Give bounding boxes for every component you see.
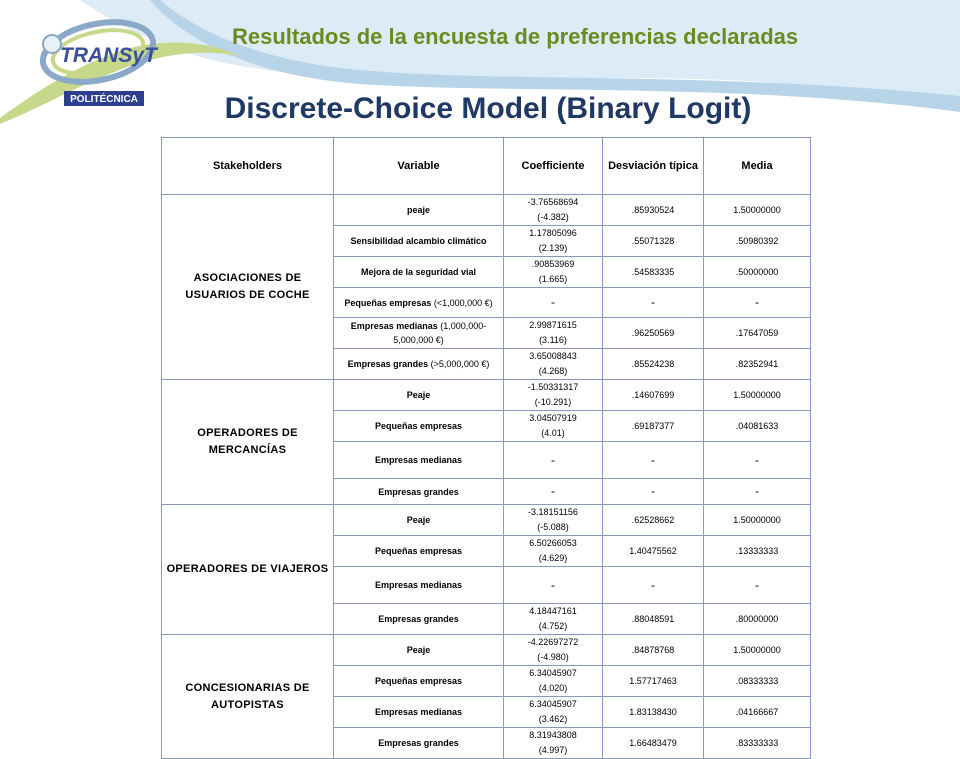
variable-cell: [334, 479, 504, 505]
table-row: [162, 380, 811, 411]
coefficient-value: -: [551, 295, 555, 309]
coefficient-value: -: [551, 484, 555, 498]
std-dev-cell: .14607699: [603, 380, 704, 411]
coefficient-cell: [504, 567, 603, 604]
coefficient-cell: [504, 349, 603, 380]
variable-name: Mejora de la seguridad vial: [360, 267, 477, 277]
variable-cell: [334, 257, 504, 288]
mean-cell: .04166667: [704, 697, 811, 728]
coefficient-cell: [504, 411, 603, 442]
std-dev-cell: -: [603, 442, 704, 479]
mean-cell: .82352941: [704, 349, 811, 380]
std-dev-cell: 1.66483479: [603, 728, 704, 759]
t-statistic: (2.139): [538, 243, 568, 253]
stakeholder-cell: ASOCIACIONES DE USUARIOS DE COCHE: [162, 195, 334, 380]
variable-name: Empresas medianas: [350, 321, 438, 331]
variable-name: Empresas medianas: [374, 455, 463, 465]
std-dev-cell: .69187377: [603, 411, 704, 442]
variable-cell: [334, 635, 504, 666]
table-row: [162, 195, 811, 226]
std-dev-cell: -: [603, 479, 704, 505]
variable-name: Pequeñas empresas: [374, 546, 463, 556]
coefficient-cell: [504, 536, 603, 567]
column-header: Media: [704, 138, 811, 195]
variable-name: Peaje: [406, 390, 431, 400]
variable-name: Pequeñas empresas: [374, 421, 463, 431]
coefficient-cell: [504, 635, 603, 666]
variable-name: Empresas medianas: [374, 707, 463, 717]
header-subtitle: Resultados de la encuesta de preferencias declaradas: [232, 24, 799, 49]
std-dev-cell: .84878768: [603, 635, 704, 666]
variable-cell: [334, 288, 504, 318]
variable-cell: [334, 505, 504, 536]
t-statistic: (4.020): [538, 683, 568, 693]
mean-cell: .04081633: [704, 411, 811, 442]
variable-name: Sensibilidad alcambio climático: [350, 236, 487, 246]
variable-cell: [334, 442, 504, 479]
std-dev-cell: .85524238: [603, 349, 704, 380]
t-statistic: (3.116): [539, 335, 567, 345]
t-statistic: (-10.291): [534, 397, 572, 407]
variable-range: (1,000,000-5,000,000 €): [393, 321, 487, 345]
variable-cell: [334, 567, 504, 604]
t-statistic: (4.752): [538, 621, 568, 631]
mean-cell: .17647059: [704, 318, 811, 349]
variable-cell: [334, 226, 504, 257]
coefficient-value: -4.22697272: [527, 637, 579, 647]
table-body: [162, 195, 811, 759]
t-statistic: (4.997): [538, 745, 568, 755]
mean-cell: -: [704, 567, 811, 604]
stakeholder-cell: OPERADORES DE MERCANCÍAS: [162, 380, 334, 505]
column-header: Coefficiente: [504, 138, 603, 195]
mean-cell: .80000000: [704, 604, 811, 635]
std-dev-cell: 1.40475562: [603, 536, 704, 567]
coefficient-value: -3.18151156: [528, 507, 578, 517]
coefficient-cell: [504, 604, 603, 635]
table-row: [162, 635, 811, 666]
table-row: [162, 505, 811, 536]
coefficient-value: 1.17805096: [529, 228, 577, 238]
coefficient-value: 4.18447161: [529, 606, 577, 616]
std-dev-cell: .55071328: [603, 226, 704, 257]
t-statistic: (1.665): [538, 274, 568, 284]
coefficient-cell: [504, 666, 603, 697]
coefficient-cell: [504, 697, 603, 728]
variable-cell: [334, 380, 504, 411]
coefficient-value: 3.04507919: [529, 413, 577, 423]
variable-name: Peaje: [406, 645, 431, 655]
std-dev-cell: .85930524: [603, 195, 704, 226]
coefficient-cell: [504, 226, 603, 257]
std-dev-cell: .88048591: [603, 604, 704, 635]
column-header: Variable: [334, 138, 504, 195]
coefficient-cell: [504, 380, 603, 411]
t-statistic: (-4.980): [537, 652, 569, 662]
variable-name: Pequeñas empresas: [344, 297, 432, 308]
mean-cell: .13333333: [704, 536, 811, 567]
stakeholder-cell: CONCESIONARIAS DE AUTOPISTAS: [162, 635, 334, 759]
coefficient-value: 6.34045907: [529, 699, 577, 709]
std-dev-cell: 1.83138430: [603, 697, 704, 728]
coefficient-value: .90853969: [531, 259, 575, 269]
coefficient-cell: [504, 728, 603, 759]
results-table: [161, 137, 811, 759]
mean-cell: -: [704, 479, 811, 505]
coefficient-cell: [504, 442, 603, 479]
variable-cell: [334, 195, 504, 226]
coefficient-value: -3.76568694: [527, 197, 579, 207]
mean-cell: -: [704, 288, 811, 318]
variable-name: peaje: [406, 205, 430, 215]
coefficient-value: -: [551, 577, 555, 592]
variable-name: Empresas grandes: [378, 614, 459, 624]
variable-cell: [334, 697, 504, 728]
page-title: Discrete-Choice Model (Binary Logit): [224, 92, 752, 125]
table-header-row: [162, 138, 811, 195]
coefficient-value: -1.50331317: [527, 382, 579, 392]
coefficient-value: -: [551, 452, 555, 467]
variable-range: (<1,000,000 €): [433, 297, 493, 308]
coefficient-value: 3.65008843: [529, 351, 577, 361]
coefficient-value: 6.34045907: [529, 668, 577, 678]
coefficient-cell: [504, 288, 603, 318]
column-header: Stakeholders: [162, 138, 334, 195]
coefficient-cell: [504, 505, 603, 536]
logo-wordmark: TRANSyT: [60, 44, 157, 67]
mean-cell: 1.50000000: [704, 380, 811, 411]
logo-subtext: POLITÉCNICA: [70, 94, 138, 105]
std-dev-cell: .62528662: [603, 505, 704, 536]
variable-cell: [334, 728, 504, 759]
std-dev-cell: -: [603, 567, 704, 604]
variable-name: Empresas medianas: [374, 580, 463, 590]
std-dev-cell: .54583335: [603, 257, 704, 288]
t-statistic: (3.462): [538, 714, 568, 724]
mean-cell: 1.50000000: [704, 505, 811, 536]
t-statistic: (4.01): [541, 428, 565, 438]
coefficient-value: 8.31943808: [529, 730, 577, 740]
mean-cell: .50000000: [704, 257, 811, 288]
coefficient-cell: [504, 195, 603, 226]
std-dev-cell: 1.57717463: [603, 666, 704, 697]
coefficient-cell: [504, 257, 603, 288]
std-dev-cell: -: [603, 288, 704, 318]
variable-name: Empresas grandes: [378, 738, 459, 748]
mean-cell: .83333333: [704, 728, 811, 759]
variable-cell: [334, 411, 504, 442]
t-statistic: (4.629): [538, 553, 568, 563]
coefficient-cell: [504, 479, 603, 505]
variable-cell: [334, 536, 504, 567]
t-statistic: (-4.382): [537, 212, 569, 222]
variable-cell: [334, 349, 504, 380]
variable-name: Empresas grandes: [378, 486, 459, 497]
column-header: Desviación típica: [603, 138, 704, 195]
coefficient-value: 2.99871615: [529, 320, 577, 330]
variable-name: Pequeñas empresas: [374, 676, 463, 686]
variable-cell: [334, 318, 504, 349]
variable-name: Empresas grandes: [347, 359, 429, 369]
coefficient-value: 6.50266053: [529, 538, 577, 548]
t-statistic: (4.268): [538, 366, 568, 376]
mean-cell: 1.50000000: [704, 195, 811, 226]
mean-cell: 1.50000000: [704, 635, 811, 666]
variable-cell: [334, 666, 504, 697]
variable-cell: [334, 604, 504, 635]
coefficient-cell: [504, 318, 603, 349]
mean-cell: -: [704, 442, 811, 479]
mean-cell: .50980392: [704, 226, 811, 257]
stakeholder-cell: OPERADORES DE VIAJEROS: [162, 505, 334, 635]
variable-name: Peaje: [406, 515, 431, 525]
std-dev-cell: .96250569: [603, 318, 704, 349]
t-statistic: (-5.088): [537, 522, 569, 532]
variable-range: (>5,000,000 €): [430, 359, 490, 369]
mean-cell: .08333333: [704, 666, 811, 697]
